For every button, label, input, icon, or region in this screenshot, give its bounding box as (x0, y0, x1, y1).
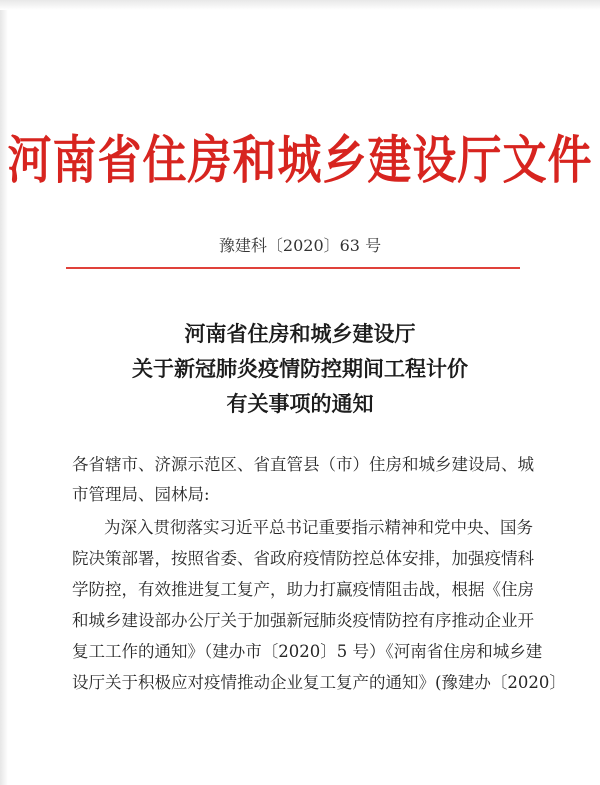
document-number: 豫建科〔2020〕63 号 (218, 236, 382, 255)
body-line: 市管理局、园林局: (72, 485, 210, 504)
notice-title-line-3: 有关事项的通知 (226, 391, 374, 416)
notice-title-line-2: 关于新冠肺炎疫情防控期间工程计价 (132, 356, 468, 381)
header-red-divider (66, 267, 520, 269)
body-line: 复工工作的通知》（建办市〔2020〕5 号）《河南省住房和城乡建 (72, 642, 543, 661)
body-line: 设厅关于积极应对疫情推动企业复工复产的通知》(豫建办〔2020〕 (72, 673, 566, 692)
body-line: 为深入贯彻落实习近平总书记重要指示精神和党中央、国务 (104, 518, 533, 537)
body-line: 和城乡建设部办公厅关于加强新冠肺炎疫情防控有序推动企业开 (72, 611, 534, 630)
document-header-title: 河南省住房和城乡建设厅文件 (7, 130, 593, 192)
notice-title-line-1: 河南省住房和城乡建设厅 (184, 321, 416, 346)
scan-edge-top (0, 0, 600, 10)
body-line: 各省辖市、济源示范区、省直管县（市）住房和城乡建设局、城 (72, 455, 534, 474)
body-line: 学防控，有效推进复工复产，助力打赢疫情阻击战，根据《住房 (72, 580, 534, 599)
body-line: 院决策部署，按照省委、省政府疫情防控总体安排，加强疫情科 (72, 549, 534, 568)
